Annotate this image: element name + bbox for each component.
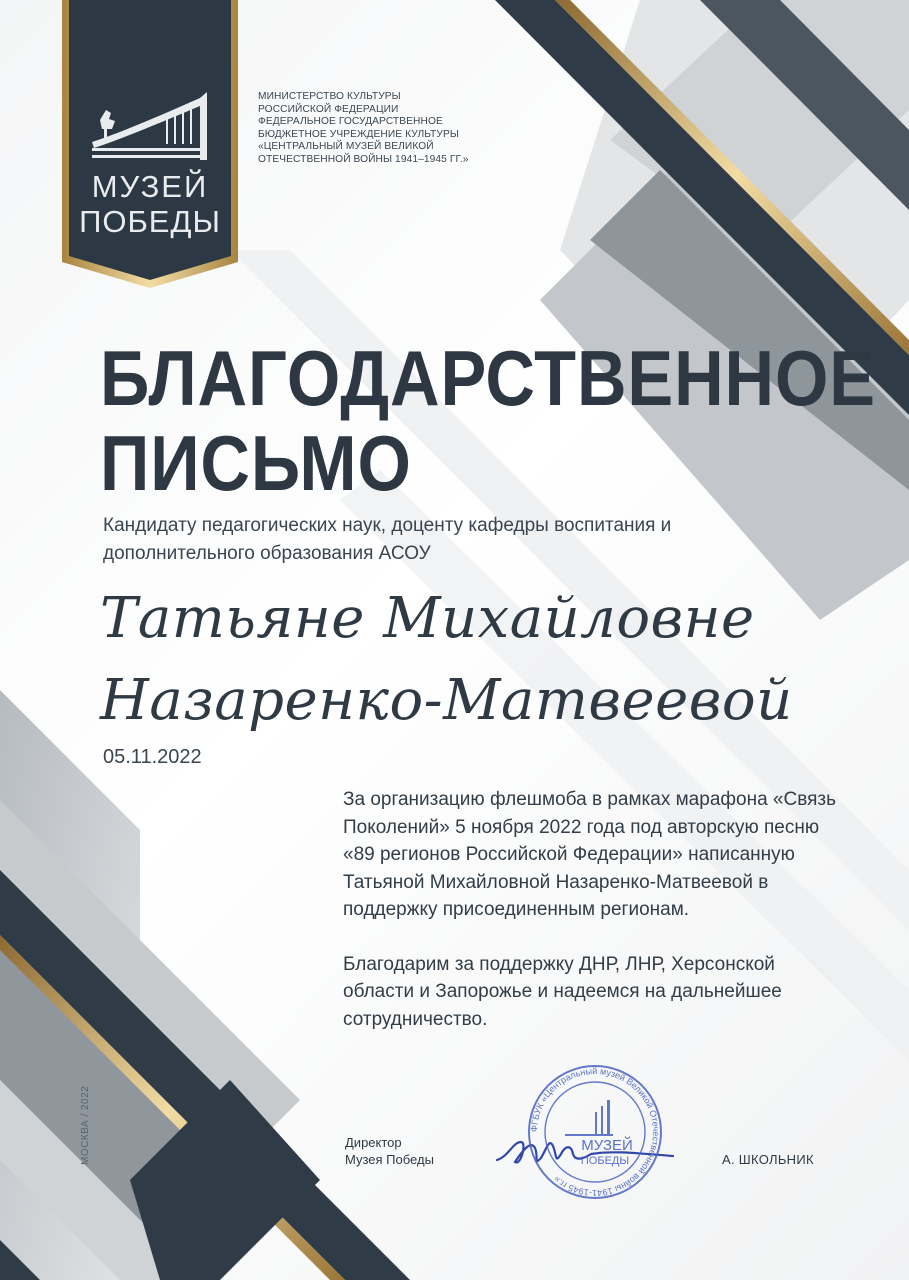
letter-body: [343, 786, 843, 1060]
ministry-header: [258, 91, 469, 167]
ministry-line: ОТЕЧЕСТВЕННОЙ ВОЙНЫ 1941–1945 ГГ.»: [258, 153, 469, 165]
stamp-center-line2: ПОБЕДЫ: [580, 1155, 630, 1167]
position-line2: Музея Победы: [345, 1152, 434, 1167]
title-line1: БЛАГОДАРСТВЕННОЕ: [100, 334, 876, 422]
position-line1: Директор: [345, 1135, 402, 1150]
ministry-line: ФЕДЕРАЛЬНОЕ ГОСУДАРСТВЕННОЕ: [258, 116, 443, 128]
ministry-line: БЮДЖЕТНОЕ УЧРЕЖДЕНИЕ КУЛЬТУРЫ: [258, 128, 459, 140]
stamp-building-icon: [565, 1100, 613, 1136]
letter-date: 05.11.2022: [103, 746, 202, 768]
ministry-line: РОССИЙСКОЙ ФЕДЕРАЦИИ: [258, 103, 399, 115]
signatory-position: [345, 1134, 434, 1168]
recipient-description: Кандидату педагогических наук, доценту кафедры воспитания и дополнительного образования АСОУ: [103, 515, 672, 564]
ministry-line: «ЦЕНТРАЛЬНЫЙ МУЗЕЙ ВЕЛИКОЙ: [258, 141, 434, 153]
recipient-name: [100, 578, 793, 742]
recipient-name-line2: Назаренко-Матвеевой: [100, 668, 793, 733]
signer-name: А. ШКОЛЬНИК: [722, 1152, 814, 1167]
logo-text-line2: ПОБЕДЫ: [79, 204, 221, 239]
recipient-name-line1: Татьяне Михайловне: [100, 586, 755, 651]
title-line2: ПИСЬМО: [100, 419, 412, 507]
letter-title: [100, 336, 876, 506]
body-paragraph-2: Благодарим за поддержку ДНР, ЛНР, Херсонской области и Запорожье и надеемся на дальнейшее сотрудничество.: [343, 953, 782, 1030]
logo-text-line1: МУЗЕЙ: [91, 169, 209, 204]
stamp-ring-text: ФГБУК «Центральный музей Великой Отечественной войны 1941-1945 гг.»: [528, 1065, 662, 1199]
stamp-center-line1: МУЗЕЙ: [581, 1137, 633, 1154]
museum-logo: [62, 0, 238, 292]
body-paragraph-1: За организацию флешмоба в рамках марафона «Связь Поколений» 5 ноября 2022 года под авторскую песню «89 регионов Российской Федерации» написанную Татьяной Михайловной Назаренко-Матвеевой в поддержку присоединенным регионам.: [343, 789, 836, 920]
official-stamp: [495, 1062, 695, 1202]
ministry-line: МИНИСТЕРСТВО КУЛЬТУРЫ: [258, 91, 401, 102]
city-year: МОСКВА / 2022: [80, 1085, 91, 1165]
